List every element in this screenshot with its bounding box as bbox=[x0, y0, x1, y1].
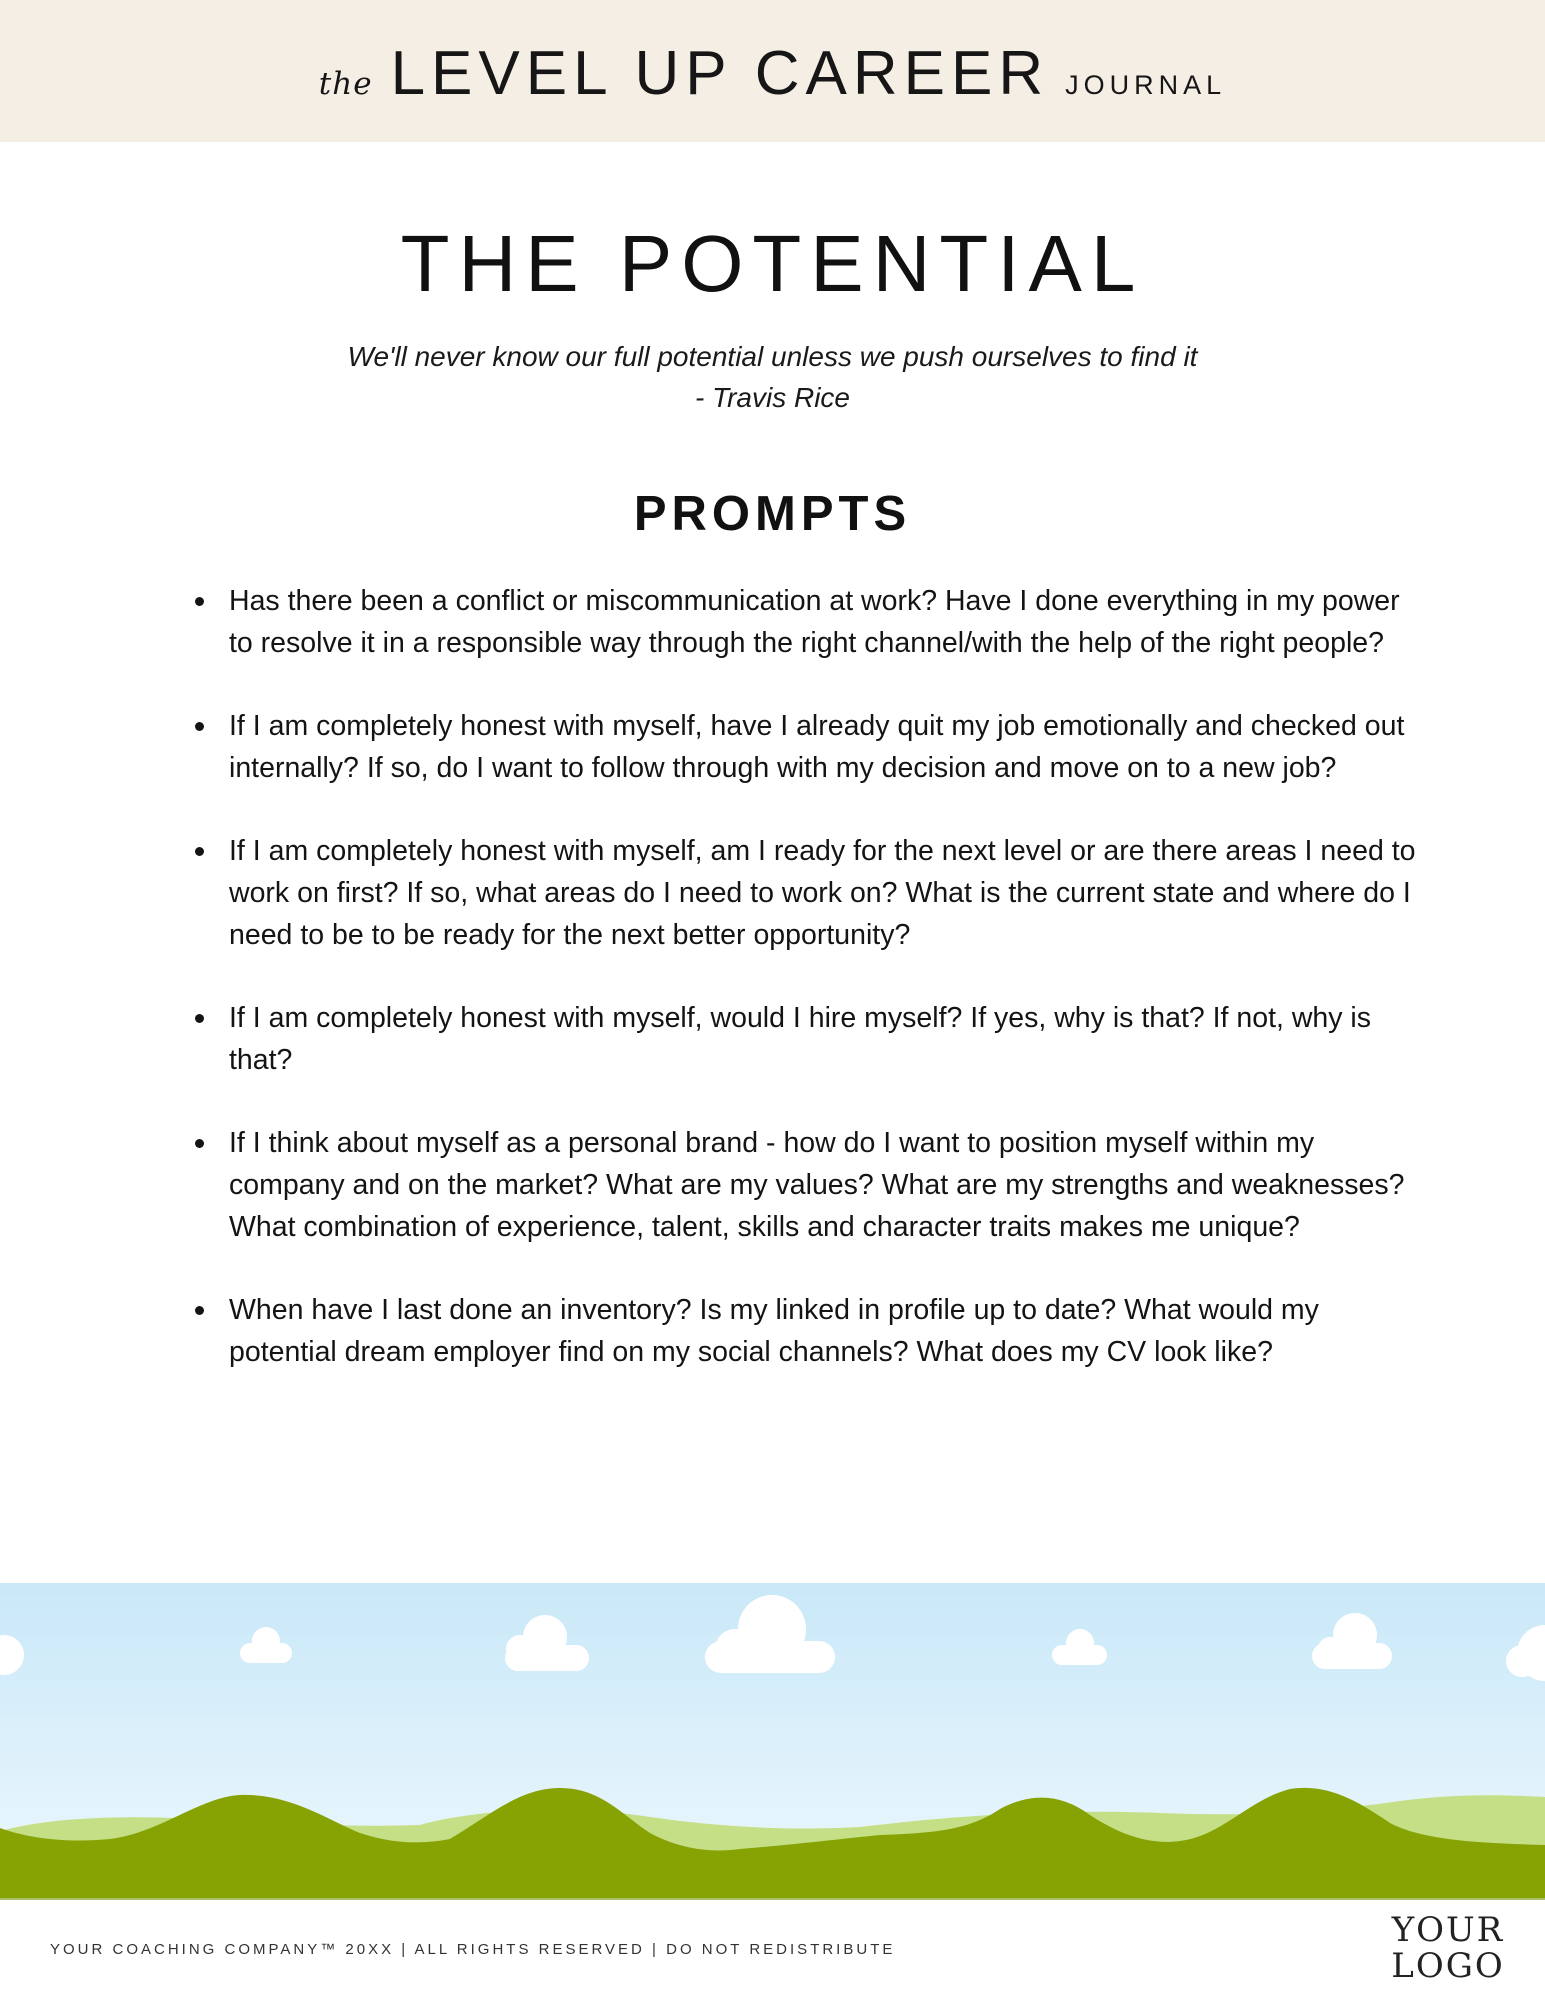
prompt-text: When have I last done an inventory? Is my linked in profile up to date? What would my potential dream employer find on my social channels? What does my CV look like? bbox=[229, 1294, 1319, 1368]
company-logo bbox=[1378, 1912, 1518, 1984]
brand-prefix: the bbox=[318, 66, 373, 102]
landscape-illustration bbox=[0, 1583, 1545, 1898]
copyright-text: YOUR COACHING COMPANY™ 20XX | ALL RIGHTS RESERVED | DO NOT REDISTRIBUTE bbox=[50, 1941, 896, 1958]
list-item bbox=[190, 580, 1430, 664]
prompt-text: Has there been a conflict or miscommunication at work? Have I done everything in my power to resolve it in a responsible way through the right channel/with the help of the right people? bbox=[229, 585, 1400, 659]
prompt-text: If I am completely honest with myself, have I already quit my job emotionally and checked out internally? If so, do I want to follow through with my decision and move on to a new job? bbox=[229, 710, 1405, 784]
prompts-heading: PROMPTS bbox=[633, 487, 912, 541]
prompt-text: If I am completely honest with myself, would I hire myself? If yes, why is that? If not, why is that? bbox=[229, 1002, 1372, 1076]
brand-title: LEVEL UP CAREER bbox=[390, 39, 1050, 108]
journal-brand bbox=[0, 38, 1545, 108]
list-item bbox=[190, 1122, 1430, 1248]
bullet-icon bbox=[195, 597, 204, 606]
quote bbox=[0, 336, 1545, 418]
quote-text: We'll never know our full potential unless we push ourselves to find it bbox=[347, 341, 1198, 372]
list-item bbox=[190, 997, 1430, 1081]
brand-suffix: JOURNAL bbox=[1065, 70, 1227, 100]
list-item bbox=[190, 705, 1430, 789]
list-item bbox=[190, 1289, 1430, 1373]
list-item bbox=[190, 830, 1430, 956]
bullet-icon bbox=[195, 1014, 204, 1023]
prompt-text: If I am completely honest with myself, am I ready for the next level or are there areas I need to work on first? If so, what areas do I need to work on? What is the current state and where do I need to be to be ready for the next better opportunity? bbox=[229, 835, 1416, 951]
quote-author: - Travis Rice bbox=[694, 382, 851, 413]
footer-divider bbox=[0, 1898, 1545, 1900]
prompt-list bbox=[190, 580, 1430, 1414]
bullet-icon bbox=[195, 1139, 204, 1148]
bullet-icon bbox=[195, 1306, 204, 1315]
prompt-text: If I think about myself as a personal brand - how do I want to position myself within my company and on the market? What are my values? What are my strengths and weaknesses? What combination of experience, talent, skills and character traits makes me unique? bbox=[229, 1127, 1405, 1243]
logo-line: YOUR bbox=[1391, 1910, 1505, 1950]
logo-line: LOGO bbox=[1391, 1946, 1505, 1986]
bullet-icon bbox=[195, 722, 204, 731]
page-title: THE POTENTIAL bbox=[400, 219, 1145, 308]
bullet-icon bbox=[195, 847, 204, 856]
